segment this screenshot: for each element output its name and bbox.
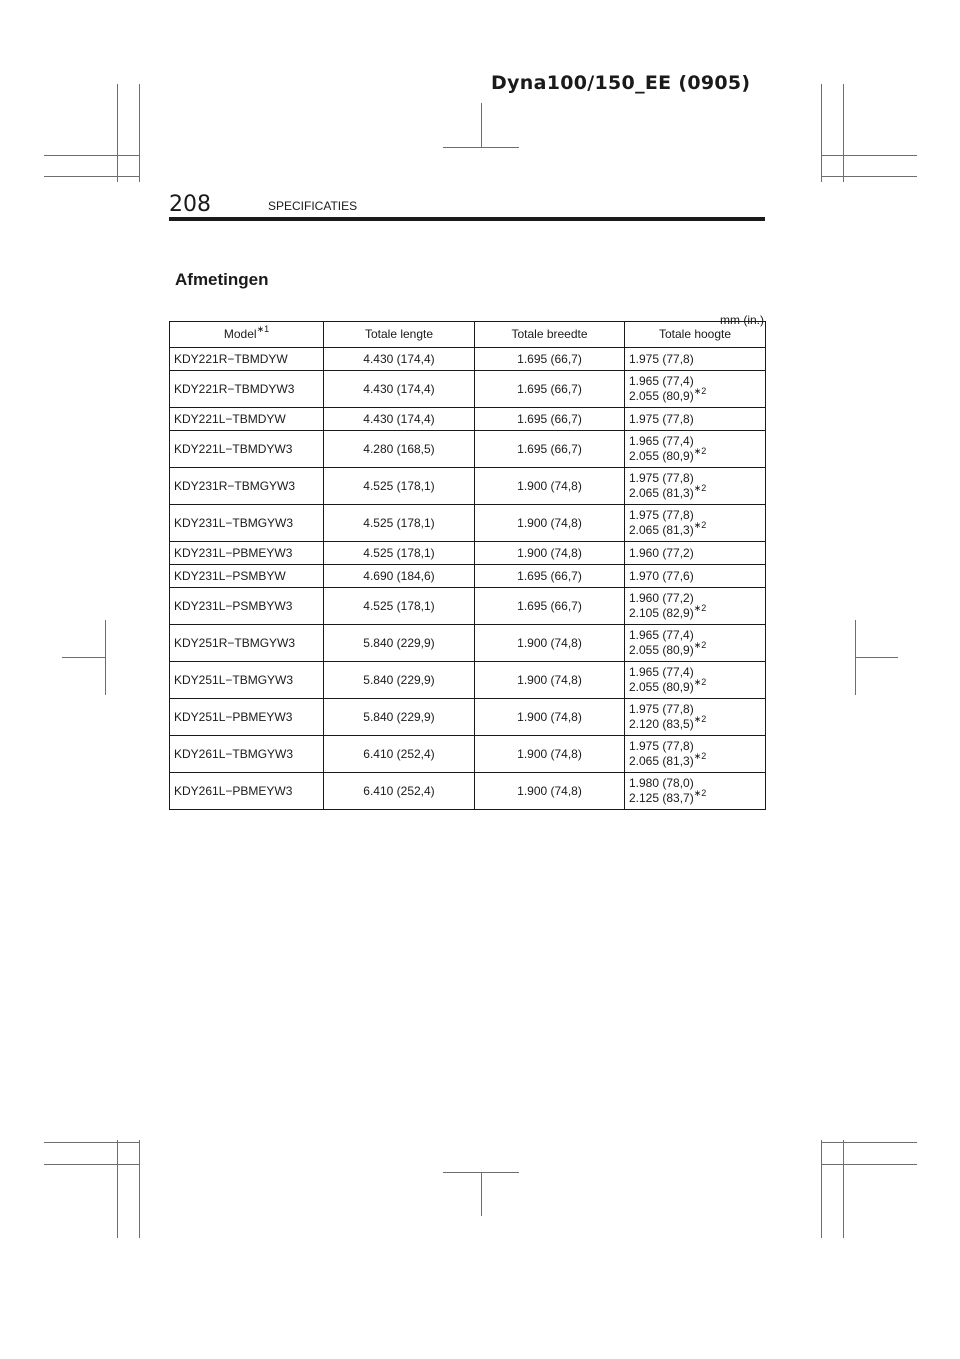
- table-row: [170, 736, 766, 773]
- crop-mark: [139, 84, 140, 182]
- crop-mark: [117, 84, 118, 182]
- crop-mark: [62, 657, 105, 658]
- model-cell: KDY221R−TBMDYW3: [170, 371, 324, 408]
- model-cell: KDY231R−TBMGYW3: [170, 468, 324, 505]
- height-cell: [625, 431, 766, 468]
- header-rule: [169, 217, 765, 221]
- height-value-alt: [629, 483, 761, 501]
- crop-mark: [44, 1164, 140, 1165]
- crop-mark: [481, 103, 482, 147]
- table-header-row: [170, 322, 766, 348]
- height-value-alt-text: 2.065 (81,3): [629, 486, 694, 500]
- model-cell: KDY261L−TBMGYW3: [170, 736, 324, 773]
- height-cell: [625, 699, 766, 736]
- height-value: 1.970 (77,6): [629, 568, 694, 583]
- footnote-marker: ∗2: [693, 751, 707, 761]
- height-value-alt: [629, 603, 761, 621]
- model-cell: KDY221R−TBMDYW: [170, 348, 324, 371]
- height-cell: [625, 505, 766, 542]
- unit-label: mm (in.): [720, 313, 764, 327]
- length-cell: 6.410 (252,4): [324, 736, 475, 773]
- footnote-marker: ∗2: [693, 386, 707, 396]
- column-header-height: Totale hoogte: [625, 322, 766, 348]
- height-cell: [625, 588, 766, 625]
- length-cell: 4.525 (178,1): [324, 468, 475, 505]
- model-cell: KDY231L−PSMBYW3: [170, 588, 324, 625]
- model-cell: KDY221L−TBMDYW3: [170, 431, 324, 468]
- crop-mark: [821, 176, 917, 177]
- section-header: SPECIFICATIES: [268, 199, 358, 213]
- table-row: [170, 662, 766, 699]
- height-value: 1.960 (77,2): [629, 545, 694, 560]
- width-cell: 1.695 (66,7): [475, 348, 625, 371]
- height-value-alt: [629, 386, 761, 404]
- model-cell: KDY251L−TBMGYW3: [170, 662, 324, 699]
- footnote-marker: ∗2: [693, 603, 707, 613]
- width-cell: 1.900 (74,8): [475, 736, 625, 773]
- length-cell: 6.410 (252,4): [324, 773, 475, 810]
- width-cell: 1.695 (66,7): [475, 431, 625, 468]
- page-number: 208: [169, 192, 211, 217]
- width-cell: 1.695 (66,7): [475, 588, 625, 625]
- height-value-alt-text: 2.125 (83,7): [629, 791, 694, 805]
- footnote-marker: ∗2: [693, 483, 707, 493]
- table-row: [170, 542, 766, 565]
- table-row: [170, 408, 766, 431]
- footnote-marker: ∗2: [693, 446, 707, 456]
- height-cell: [625, 736, 766, 773]
- model-cell: KDY251R−TBMGYW3: [170, 625, 324, 662]
- crop-mark: [821, 1142, 917, 1143]
- height-value-alt: [629, 640, 761, 658]
- footnote-marker: ∗2: [693, 677, 707, 687]
- length-cell: 5.840 (229,9): [324, 699, 475, 736]
- table-body: [170, 348, 766, 810]
- crop-mark: [821, 84, 822, 182]
- width-cell: 1.695 (66,7): [475, 408, 625, 431]
- height-value: 1.980 (78,0): [629, 776, 694, 790]
- height-cell: [625, 348, 766, 371]
- model-cell: KDY261L−PBMEYW3: [170, 773, 324, 810]
- crop-mark: [821, 1164, 917, 1165]
- footnote-marker: ∗2: [693, 520, 707, 530]
- height-cell: [625, 408, 766, 431]
- height-value-alt-text: 2.065 (81,3): [629, 523, 694, 537]
- width-cell: 1.900 (74,8): [475, 468, 625, 505]
- crop-mark: [105, 620, 106, 695]
- table-row: [170, 565, 766, 588]
- length-cell: 4.525 (178,1): [324, 542, 475, 565]
- width-cell: 1.900 (74,8): [475, 662, 625, 699]
- crop-mark: [117, 1140, 118, 1238]
- crop-mark: [843, 84, 844, 182]
- column-header-model: [170, 322, 324, 348]
- length-cell: 4.690 (184,6): [324, 565, 475, 588]
- height-value: 1.960 (77,2): [629, 591, 694, 605]
- width-cell: 1.695 (66,7): [475, 371, 625, 408]
- height-value-alt-text: 2.055 (80,9): [629, 449, 694, 463]
- width-cell: 1.900 (74,8): [475, 505, 625, 542]
- height-value: 1.965 (77,4): [629, 374, 694, 388]
- height-value: 1.975 (77,8): [629, 411, 694, 426]
- crop-mark: [481, 1172, 482, 1216]
- width-cell: 1.900 (74,8): [475, 773, 625, 810]
- table-row: [170, 371, 766, 408]
- table-row: [170, 468, 766, 505]
- height-value-alt-text: 2.105 (82,9): [629, 606, 694, 620]
- model-cell: KDY231L−PSMBYW: [170, 565, 324, 588]
- length-cell: 4.430 (174,4): [324, 371, 475, 408]
- length-cell: 4.525 (178,1): [324, 505, 475, 542]
- height-value: 1.965 (77,4): [629, 628, 694, 642]
- width-cell: 1.695 (66,7): [475, 565, 625, 588]
- height-cell: [625, 565, 766, 588]
- height-value: 1.975 (77,8): [629, 702, 694, 716]
- height-value: 1.975 (77,8): [629, 471, 694, 485]
- length-cell: 4.280 (168,5): [324, 431, 475, 468]
- table-row: [170, 431, 766, 468]
- table-row: [170, 773, 766, 810]
- crop-mark: [443, 147, 519, 148]
- footnote-marker: ∗1: [256, 324, 270, 334]
- footnote-marker: ∗2: [693, 640, 707, 650]
- height-value-alt-text: 2.065 (81,3): [629, 754, 694, 768]
- height-cell: [625, 773, 766, 810]
- model-cell: KDY251L−PBMEYW3: [170, 699, 324, 736]
- height-value-alt: [629, 714, 761, 732]
- height-value-alt: [629, 788, 761, 806]
- length-cell: 5.840 (229,9): [324, 662, 475, 699]
- height-cell: [625, 662, 766, 699]
- height-value-alt: [629, 677, 761, 695]
- crop-mark: [139, 1140, 140, 1238]
- length-cell: 4.430 (174,4): [324, 348, 475, 371]
- crop-mark: [44, 155, 140, 156]
- crop-mark: [855, 657, 898, 658]
- height-value-alt: [629, 520, 761, 538]
- height-value-alt-text: 2.055 (80,9): [629, 680, 694, 694]
- crop-mark: [44, 176, 140, 177]
- width-cell: 1.900 (74,8): [475, 625, 625, 662]
- height-value-alt-text: 2.120 (83,5): [629, 717, 694, 731]
- table-row: [170, 588, 766, 625]
- width-cell: 1.900 (74,8): [475, 699, 625, 736]
- footnote-marker: ∗2: [693, 788, 707, 798]
- footnote-marker: ∗2: [693, 714, 707, 724]
- height-value: 1.965 (77,4): [629, 665, 694, 679]
- width-cell: 1.900 (74,8): [475, 542, 625, 565]
- table-row: [170, 625, 766, 662]
- height-value: 1.965 (77,4): [629, 434, 694, 448]
- height-cell: [625, 371, 766, 408]
- crop-mark: [821, 1140, 822, 1238]
- column-header-model-label: Model: [223, 327, 257, 341]
- height-cell: [625, 468, 766, 505]
- height-value: 1.975 (77,8): [629, 351, 694, 366]
- table-row: [170, 348, 766, 371]
- height-value: 1.975 (77,8): [629, 739, 694, 753]
- crop-mark: [821, 155, 917, 156]
- height-value: 1.975 (77,8): [629, 508, 694, 522]
- model-cell: KDY231L−PBMEYW3: [170, 542, 324, 565]
- height-value-alt: [629, 446, 761, 464]
- model-cell: KDY231L−TBMGYW3: [170, 505, 324, 542]
- dimensions-table: [169, 321, 766, 810]
- table-row: [170, 699, 766, 736]
- crop-mark: [843, 1140, 844, 1238]
- length-cell: 5.840 (229,9): [324, 625, 475, 662]
- section-heading: Afmetingen: [175, 270, 269, 289]
- height-value-alt: [629, 751, 761, 769]
- height-cell: [625, 542, 766, 565]
- column-header-length: Totale lengte: [324, 322, 475, 348]
- crop-mark: [443, 1172, 519, 1173]
- document-title: Dyna100/150_EE (0905): [491, 72, 751, 94]
- model-cell: KDY221L−TBMDYW: [170, 408, 324, 431]
- length-cell: 4.525 (178,1): [324, 588, 475, 625]
- height-value-alt-text: 2.055 (80,9): [629, 389, 694, 403]
- height-value-alt-text: 2.055 (80,9): [629, 643, 694, 657]
- crop-mark: [44, 1142, 140, 1143]
- height-cell: [625, 625, 766, 662]
- column-header-width: Totale breedte: [475, 322, 625, 348]
- table-row: [170, 505, 766, 542]
- length-cell: 4.430 (174,4): [324, 408, 475, 431]
